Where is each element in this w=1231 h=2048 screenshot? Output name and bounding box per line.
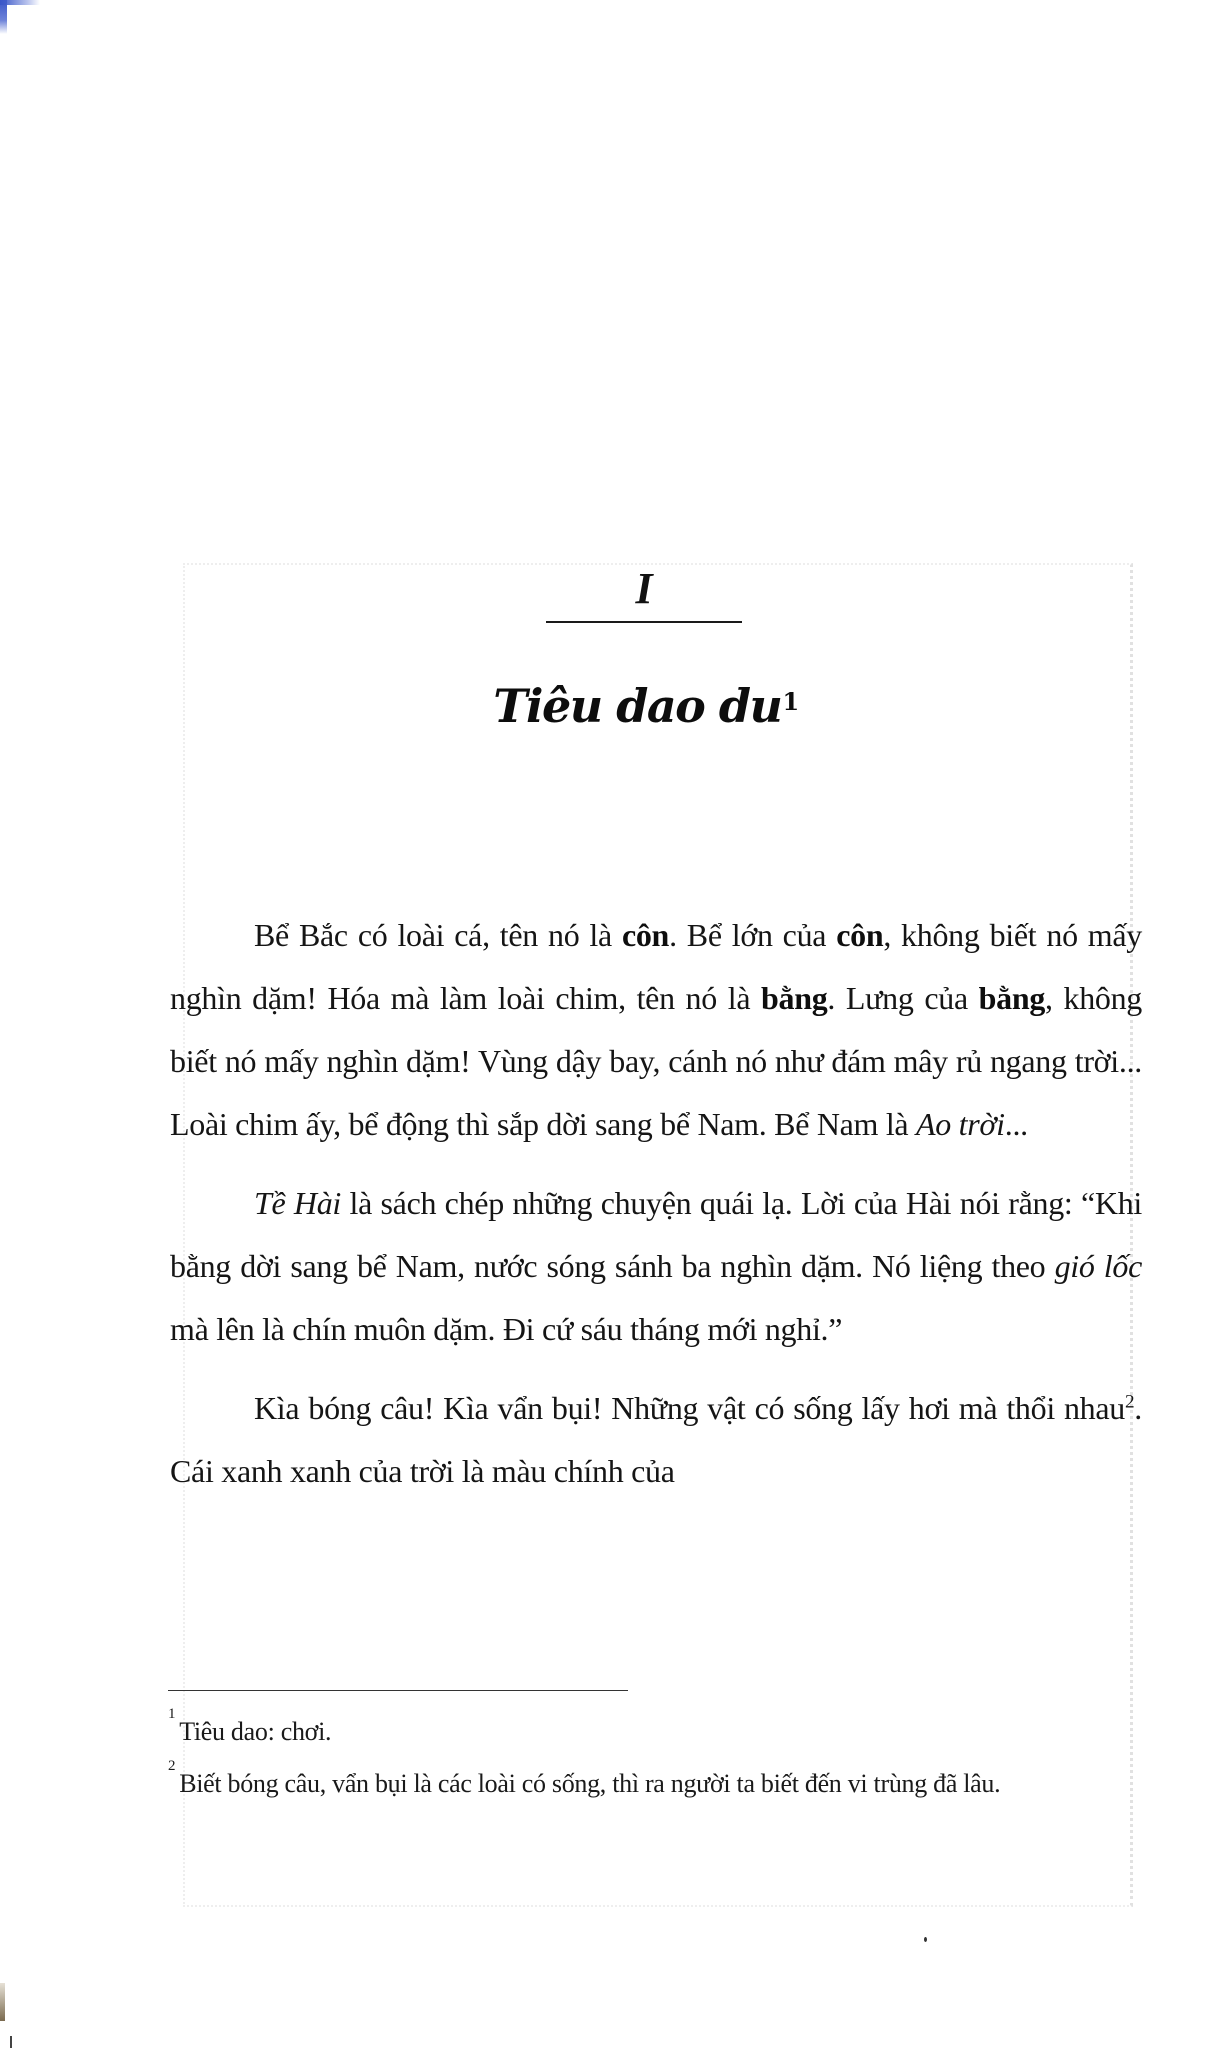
text-run: côn [621, 917, 670, 953]
chapter-title [380, 678, 911, 734]
paragraph [170, 1377, 1142, 1503]
footnote [168, 1706, 1142, 1752]
text-run: Ao trời [916, 1106, 1005, 1142]
body-text [170, 904, 1142, 1519]
chapter-title-text: Tiêu dao du [493, 679, 782, 733]
text-run: , không biết nó mấy nghìn dặm! Vùng dậy bay, cánh nó như đám mây rủ ngang trời... Loài chim ấy, bể động thì sắp dời sang bể Nam. Bể Nam là [170, 980, 1143, 1142]
footnote [168, 1758, 1142, 1804]
footnote-marker: 2 [168, 1758, 176, 1774]
footnotes [168, 1706, 1142, 1816]
chapter-divider [546, 621, 742, 623]
text-run: Bể Bắc có loài cá, tên nó là [254, 917, 622, 953]
footnote-text: Tiêu dao: chơi. [179, 1717, 332, 1746]
text-run: côn [836, 917, 884, 953]
text-run: Kìa bóng câu! Kìa vẩn bụi! Những vật có sống lấy hơi mà thổi nhau [254, 1390, 1125, 1426]
scan-edge-artifact [0, 2036, 12, 2048]
text-run: mà lên là chín muôn dặm. Đi cứ sáu tháng mới nghỉ.” [170, 1311, 843, 1347]
scan-edge-artifact [0, 1983, 5, 2021]
footnote-separator [168, 1690, 628, 1691]
text-run: Tề Hài [254, 1185, 342, 1221]
text-run: là sách chép những chuyện quái lạ. Lời của Hài nói rằng: “Khi bằng dời sang bể Nam, nước sóng sánh ba nghìn dặm. Nó liệng theo [170, 1185, 1143, 1284]
text-run: , không biết nó mấy nghìn dặm! Hóa mà làm loài chim, tên nó là [170, 917, 1142, 1016]
text-run: ... [1004, 1106, 1028, 1142]
paragraph [170, 1172, 1142, 1361]
footnote-ref: 1 [782, 687, 798, 716]
footnote-text: Biết bóng câu, vẩn bụi là các loài có sống, thì ra người ta biết đến vi trùng đã lâu. [179, 1769, 1001, 1798]
paper-speck [924, 1937, 927, 1942]
scan-edge-artifact [0, 0, 7, 34]
footnote-ref: 2 [1125, 1391, 1135, 1413]
text-run: . Lưng của [827, 980, 979, 1016]
text-run: bằng [978, 980, 1046, 1016]
text-run: . Bể lớn của [669, 917, 837, 953]
text-run: gió lốc [1054, 1248, 1142, 1284]
footnote-marker: 1 [168, 1706, 176, 1722]
text-run: bằng [761, 980, 828, 1016]
chapter-number: I [635, 564, 653, 613]
text-run: . Cái xanh xanh của trời là màu chính của [170, 1390, 1142, 1489]
paragraph [170, 904, 1142, 1156]
scan-edge-artifact [0, 0, 40, 5]
